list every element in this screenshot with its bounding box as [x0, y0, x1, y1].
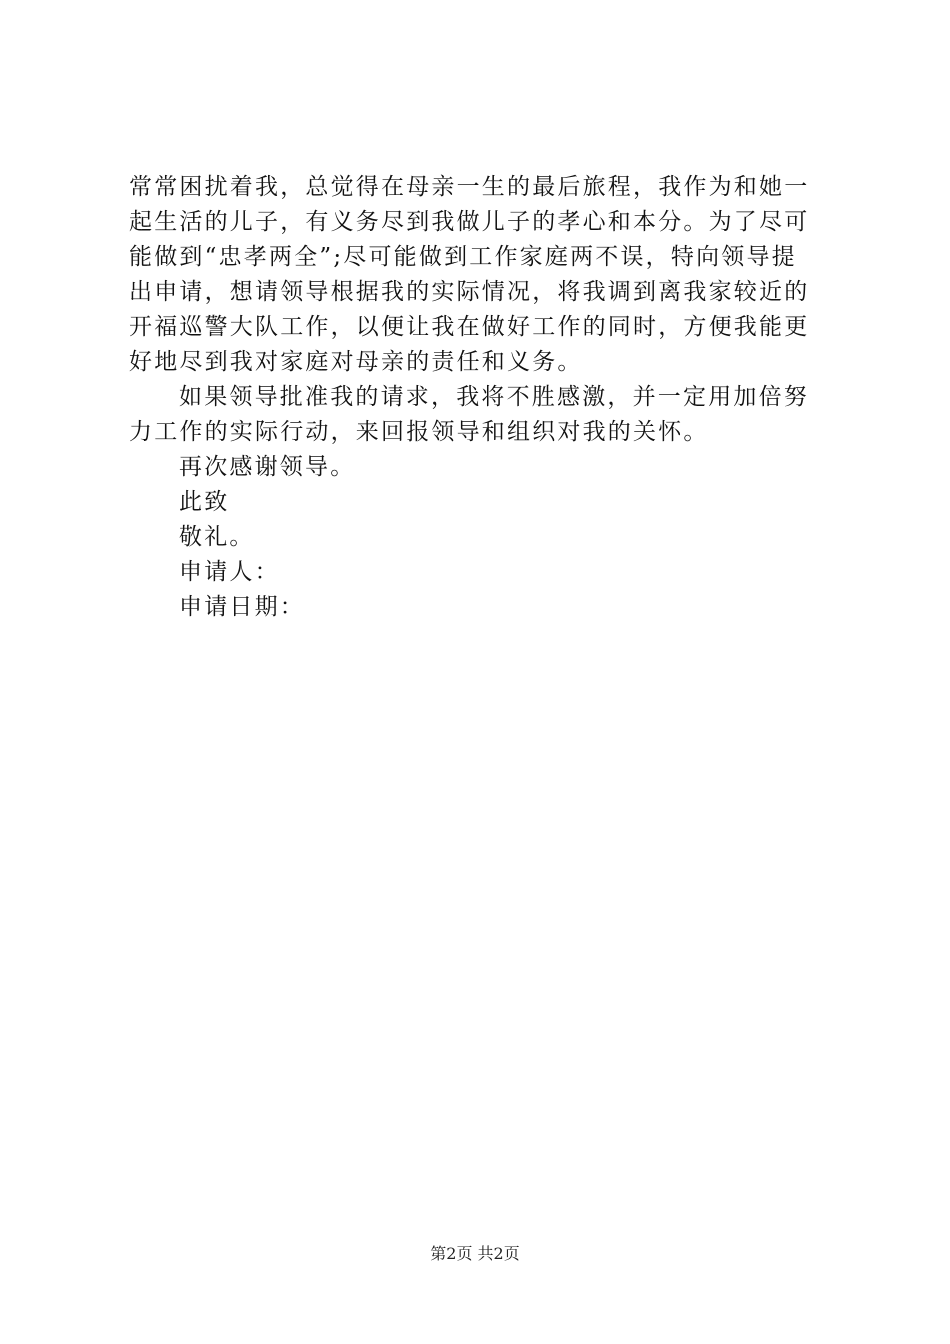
- paragraph-line: 常常困扰着我，总觉得在母亲一生的最后旅程，我作为和她一: [129, 174, 810, 200]
- applicant-label: 申请人：: [179, 559, 280, 585]
- paragraph-line: 能做到“忠孝两全”;尽可能做到工作家庭两不误，特向领导提: [129, 244, 797, 270]
- paragraph-line: 好地尽到我对家庭对母亲的责任和义务。: [129, 349, 583, 375]
- paragraph-line: 出申请，想请领导根据我的实际情况，将我调到离我家较近的: [129, 279, 810, 305]
- application-date-label: 申请日期：: [179, 594, 305, 620]
- closing-respect: 敬礼。: [179, 524, 255, 550]
- paragraph-line: 力工作的实际行动，来回报领导和组织对我的关怀。: [129, 419, 709, 445]
- paragraph-line: 如果领导批准我的请求，我将不胜感激，并一定用加倍努: [179, 384, 809, 410]
- letter-body: [129, 170, 834, 625]
- closing-salutation: 此致: [179, 489, 230, 515]
- thanks-line: 再次感谢领导。: [179, 454, 356, 480]
- paragraph-line: 起生活的儿子，有义务尽到我做儿子的孝心和本分。为了尽可: [129, 209, 810, 235]
- page-footer: 第2页 共2页: [430, 1244, 520, 1263]
- paragraph-line: 开福巡警大队工作，以便让我在做好工作的同时，方便我能更: [129, 314, 810, 340]
